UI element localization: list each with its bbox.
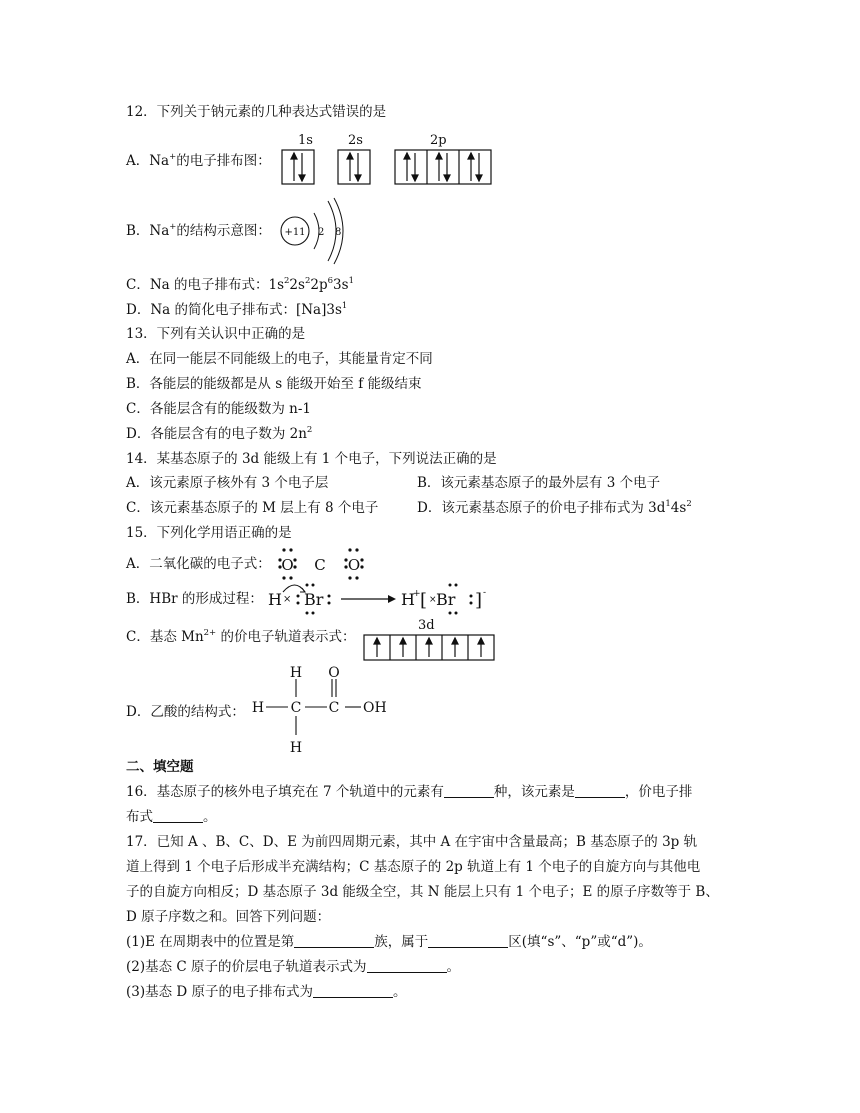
q17-blank-1[interactable] xyxy=(294,933,374,948)
atom-h-bottom: H xyxy=(289,740,303,756)
q16-line-2: 布式 。 xyxy=(126,809,217,825)
atom-c-methyl: C xyxy=(290,700,302,716)
q14-stem: 14．某基态原子的 3d 能级上有 1 个电子，下列说法正确的是 xyxy=(126,451,497,467)
q17-sub-2: (2)基态 C 原子的价层电子轨道表示式为 。 xyxy=(126,959,461,975)
mn-electron-arrow-1-head xyxy=(400,638,406,644)
q13-option-d: D．各能层含有的电子数为 $2n^2$ xyxy=(126,425,313,442)
q17-line-4: D 原子序数之和。回答下列问题： xyxy=(126,909,331,925)
svg-text:]: ] xyxy=(475,590,483,611)
q15-option-b: B．HBr 的形成过程： xyxy=(126,591,263,607)
mn-electron-arrow-0-head xyxy=(374,638,380,644)
q12-option-b: B．Na+的结构示意图： xyxy=(126,222,271,239)
shell-2-electrons: 8 xyxy=(335,227,342,238)
electron-arrow-1-head xyxy=(299,175,305,181)
q13-stem: 13．下列有关认识中正确的是 xyxy=(126,326,306,342)
electron-arrow-4-head xyxy=(404,153,410,159)
atom-o-left: O xyxy=(281,556,294,574)
q12-option-a: A．Na+的电子排布图： xyxy=(126,152,271,169)
q17-line-2: 道上得到 1 个电子后形成半充满结构；C 基态原子的 2p 轨道上有 1 个电子的自旋方向与其他电 xyxy=(126,859,701,875)
mn-electron-arrow-4-head xyxy=(478,638,484,644)
q17-sub-1: (1)E 在周期表中的位置是第 族，属于 区(填“s”、“p”或“d”)。 xyxy=(126,934,652,950)
na-ion-orbital-diagram xyxy=(278,128,500,190)
br-ion-charge: - xyxy=(483,588,487,598)
atom-br-ion: Br xyxy=(436,590,456,609)
electron-arrow-9-head xyxy=(476,175,482,181)
orbital-label-3d: 3d xyxy=(418,618,435,633)
atom-o-right: O xyxy=(347,556,361,574)
atom-h-left: H xyxy=(251,700,265,716)
q16-blank-2[interactable] xyxy=(575,783,625,798)
q15-option-d: D．乙酸的结构式： xyxy=(126,704,245,720)
q17-blank-4[interactable] xyxy=(313,983,393,998)
hbr-formation-diagram xyxy=(265,578,505,618)
atom-h-top: H xyxy=(289,665,303,681)
atom-h-ion: H xyxy=(401,590,415,609)
q14-option-b: B．该元素基态原子的最外层有 3 个电子 xyxy=(417,475,661,491)
orbital-label-2s: 2s xyxy=(348,133,363,148)
q17-sub-3: (3)基态 D 原子的电子排布式为 。 xyxy=(126,984,407,1000)
electron-arrow-6-head xyxy=(436,153,442,159)
electron-arrow-5-head xyxy=(412,175,418,181)
acetic-acid-structural-formula xyxy=(250,662,400,756)
q14-option-c: C．该元素基态原子的 M 层上有 8 个电子 xyxy=(126,500,379,516)
h-ion-charge: + xyxy=(413,589,421,599)
atom-h: H xyxy=(268,590,282,609)
q13-option-c: C．各能层含有的能级数为 n-1 xyxy=(126,401,311,417)
section-title-fill-in: 二、填空题 xyxy=(126,759,194,775)
electron-arrow-2-head xyxy=(347,153,353,159)
electron-arrow-3-head xyxy=(355,175,361,181)
q17-blank-3[interactable] xyxy=(367,958,447,973)
svg-text:×: × xyxy=(283,594,292,605)
orbital-label-2p: 2p xyxy=(430,133,447,148)
electron-arrow-0-head xyxy=(291,153,297,159)
mn-electron-arrow-2-head xyxy=(426,638,432,644)
electron-arrow-8-head xyxy=(468,153,474,159)
q15-stem: 15．下列化学用语正确的是 xyxy=(126,525,292,541)
q12-stem: 12．下列关于钠元素的几种表达式错误的是 xyxy=(126,104,387,120)
shell-1-electrons: 2 xyxy=(318,227,325,238)
q15-option-c: C．基态 $Mn^{2+}$ 的价电子轨道表示式： xyxy=(126,628,356,645)
atom-o-carbonyl: O xyxy=(328,665,340,681)
q12-option-d: D．Na 的简化电子排布式：$[Na]3s^1$ xyxy=(126,301,348,318)
na-ion-structure-diagram xyxy=(278,195,358,269)
q13-option-b: B．各能层的能级都是从 s 能级开始至 f 能级结束 xyxy=(126,376,422,392)
atom-c-carboxyl: C xyxy=(328,700,340,716)
q15-option-a: A．二氧化碳的电子式： xyxy=(126,556,271,572)
nucleus-charge: +11 xyxy=(284,227,306,238)
q17-line-1: 17．已知 A 、B、C、D、E 为前四周期元素，其中 A 在宇宙中含量最高；B 基态原子的 3p 轨 xyxy=(126,834,698,850)
q12-option-c: C．Na 的电子排布式：$1s^22s^22p^63s^1$ xyxy=(126,276,354,293)
orbital-label-1s: 1s xyxy=(298,133,313,148)
q14-option-a: A．该元素原子核外有 3 个电子层 xyxy=(126,475,329,491)
q14-option-d: D．该元素基态原子的价电子排布式为 $3d^14s^2$ xyxy=(417,499,692,516)
atom-c: C xyxy=(314,556,326,574)
svg-text:×: × xyxy=(429,595,437,605)
mn-electron-arrow-3-head xyxy=(452,638,458,644)
q17-line-3: 子的自旋方向相反；D 基态原子 3d 能级全空，其 N 能层上只有 1 个电子；E 的原子序数等于 B、 xyxy=(126,884,719,900)
q16-line-1: 16．基态原子的核外电子填充在 7 个轨道中的元素有 种，该元素是 ，价电子排 xyxy=(126,784,693,800)
electron-arrow-7-head xyxy=(444,175,450,181)
atom-br: Br xyxy=(304,590,324,609)
q16-blank-3[interactable] xyxy=(153,808,203,823)
q16-blank-1[interactable] xyxy=(444,783,494,798)
q13-option-a: A．在同一能层不同能级上的电子，其能量肯定不同 xyxy=(126,351,433,367)
svg-text:[: [ xyxy=(420,590,428,611)
co2-electron-formula xyxy=(276,545,376,581)
group-oh: OH xyxy=(363,700,387,716)
q17-blank-2[interactable] xyxy=(428,933,508,948)
mn-ion-orbital-diagram xyxy=(362,615,498,663)
